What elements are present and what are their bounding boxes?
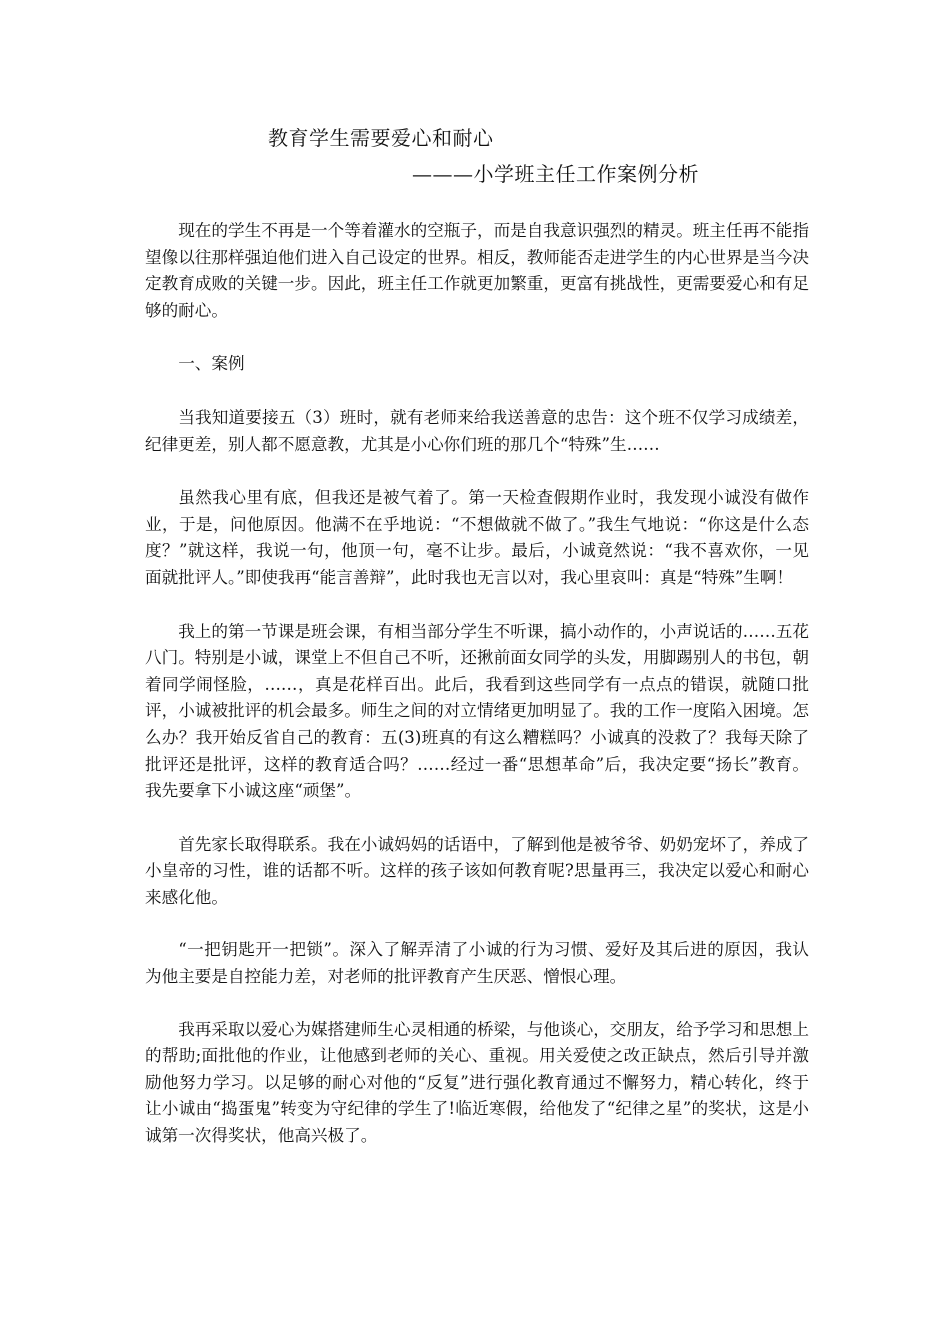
paragraph-case-5: “一把钥匙开一把锁”。深入了解弄清了小诚的行为习惯、爱好及其后进的原因，我认为他主要是自控能力差，对老师的批评教育产生厌恶、憎恨心理。 bbox=[145, 940, 809, 987]
paragraph-intro: 现在的学生不再是一个等着灌水的空瓶子，而是自我意识强烈的精灵。班主任再不能指望像以往那样强迫他们进入自己设定的世界。相反，教师能否走进学生的内心世界是当今决定教育成败的关键一步。因此，班主任工作就更加繁重，更富有挑战性，更需要爱心和有足够的耐心。 bbox=[145, 221, 809, 320]
paragraph-case-4: 首先家长取得联系。我在小诚妈妈的话语中，了解到他是被爷爷、奶奶宠坏了，养成了小皇帝的习性，谁的话都不听。这样的孩子该如何教育呢?思量再三，我决定以爱心和耐心来感化他。 bbox=[145, 834, 809, 907]
section-heading-case: 一、案例 bbox=[178, 354, 245, 374]
paragraph-case-2: 虽然我心里有底，但我还是被气着了。第一天检查假期作业时，我发现小诚没有做作业，于是，问他原因。他满不在乎地说：“不想做就不做了。”我生气地说：“你这是什么态度？”就这样，我说一句，他顶一句，毫不让步。最后，小诚竟然说：“我不喜欢你，一见面就批评人。”即使我再“能言善辩”，此时我也无言以对，我心里哀叫：真是“特殊”生啊！ bbox=[145, 488, 809, 587]
document-body bbox=[145, 218, 809, 1150]
paragraph-case-3: 我上的第一节课是班会课，有相当部分学生不听课，搞小动作的，小声说话的……五花八门。特别是小诚，课堂上不但自己不听，还揪前面女同学的头发，用脚踢别人的书包，朝着同学闹怪脸，……，真是花样百出。此后，我看到这些同学有一点点的错误，就随口批评，小诚被批评的机会最多。师生之间的对立情绪更加明显了。我的工作一度陷入困境。怎么办？我开始反省自己的教育：五(3)班真的有这么糟糕吗？小诚真的没救了？我每天除了批评还是批评，这样的教育适合吗？……经过一番“思想革命”后，我决定要“扬长”教育。我先要拿下小诚这座“顽堡”。 bbox=[145, 621, 809, 801]
document-subtitle: ———小学班主任工作案例分析 bbox=[412, 162, 699, 186]
document-title: 教育学生需要爱心和耐心 bbox=[268, 126, 494, 150]
paragraph-case-1: 当我知道要接五（3）班时，就有老师来给我送善意的忠告：这个班不仅学习成绩差，纪律更差，别人都不愿意教，尤其是小心你们班的那几个“特殊”生…… bbox=[145, 407, 809, 454]
paragraph-case-6: 我再采取以爱心为媒搭建师生心灵相通的桥梁，与他谈心，交朋友，给予学习和思想上的帮助;面批他的作业，让他感到老师的关心、重视。用关爱使之改正缺点，然后引导并激励他努力学习。以足够的耐心对他的“反复”进行强化教育通过不懈努力，精心转化，终于让小诚由“捣蛋鬼”转变为守纪律的学生了!临近寒假，给他发了“纪律之星”的奖状，这是小诚第一次得奖状，他高兴极了。 bbox=[145, 1019, 809, 1146]
